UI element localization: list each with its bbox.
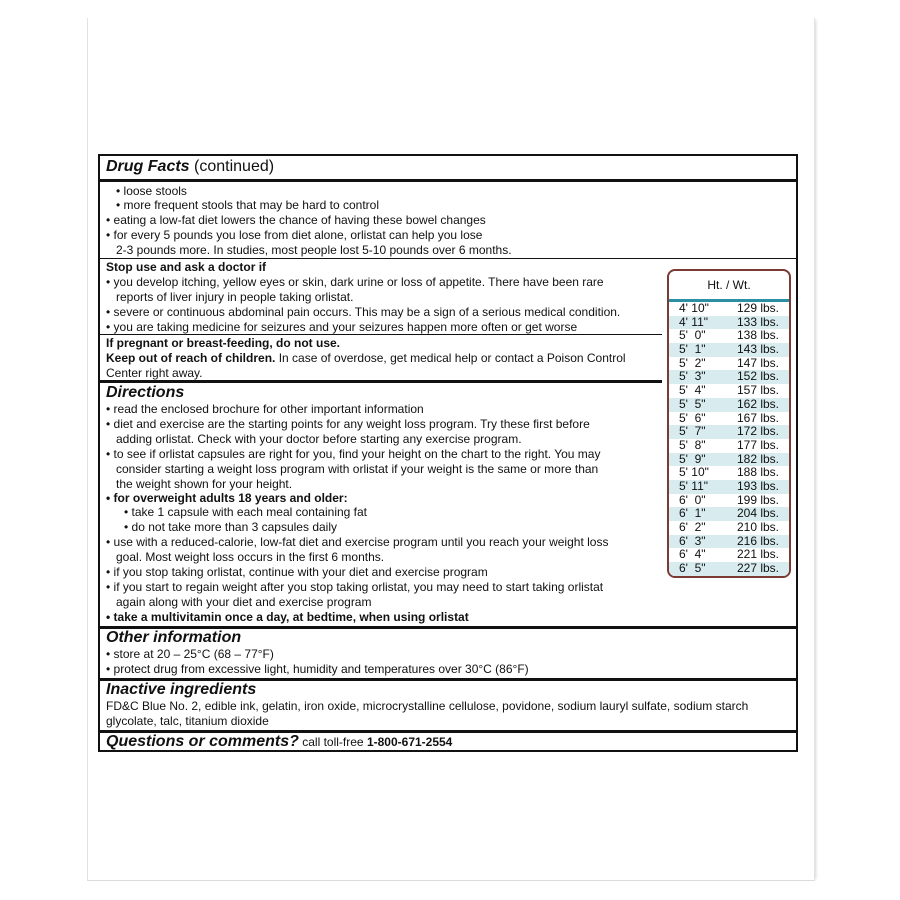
- chart-weight: 133 lbs.: [736, 314, 779, 329]
- inactive-line: glycolate, talc, titanium dioxide: [106, 714, 269, 728]
- chart-weight: 210 lbs.: [736, 520, 779, 534]
- chart-height: 5' 0": [679, 328, 706, 343]
- keep-out-bold: Keep out of reach of children.: [106, 351, 276, 365]
- stop-use-line: • you are taking medicine for seizures and your seizures happen more often or get worse: [106, 320, 578, 334]
- pregnant-warning: If pregnant or breast-feeding, do not use.: [106, 336, 341, 350]
- chart-height: 5' 5": [679, 396, 706, 411]
- chart-weight: 177 lbs.: [736, 437, 779, 452]
- chart-row: [669, 548, 789, 562]
- questions-line: [106, 733, 452, 751]
- chart-weight: 188 lbs.: [736, 465, 779, 480]
- directions-line: adding orlistat. Check with your doctor before starting any exercise program.: [116, 432, 522, 446]
- chart-height: 6' 3": [679, 533, 706, 548]
- chart-height: 5' 7": [679, 424, 706, 439]
- keep-out-warning: [106, 351, 626, 365]
- chart-weight: 157 lbs.: [736, 383, 779, 398]
- chart-row: [669, 521, 789, 535]
- directions-line: • to see if orlistat capsules are right for you, find your height on the chart to the right. You may: [106, 447, 601, 461]
- chart-weight: 138 lbs.: [736, 328, 779, 343]
- chart-weight: 147 lbs.: [736, 355, 779, 370]
- chart-weight: 172 lbs.: [736, 424, 779, 439]
- intro-line: • for every 5 pounds you lose from diet alone, orlistat can help you lose: [106, 228, 483, 242]
- directions-line: • take a multivitamin once a day, at bedtime, when using orlistat: [106, 610, 469, 624]
- directions-line: • if you stop taking orlistat, continue with your diet and exercise program: [106, 565, 488, 579]
- chart-row: [669, 562, 789, 576]
- chart-row: [669, 302, 789, 316]
- intro-line: • eating a low-fat diet lowers the chance of having these bowel changes: [106, 213, 486, 227]
- directions-line: • read the enclosed brochure for other important information: [106, 402, 424, 416]
- chart-height: 6' 5": [679, 561, 706, 576]
- directions-line: goal. Most weight loss occurs in the first 6 months.: [116, 550, 385, 564]
- keep-out-rest: In case of overdose, get medical help or contact a Poison Control: [275, 351, 626, 365]
- chart-height: 6' 4": [679, 547, 706, 562]
- inactive-heading: Inactive ingredients: [106, 681, 257, 698]
- chart-rows: [669, 302, 789, 576]
- other-info-line: • store at 20 – 25°C (68 – 77°F): [106, 647, 274, 661]
- chart-weight: 152 lbs.: [736, 369, 779, 384]
- directions-line: consider starting a weight loss program with orlistat if your weight is the same or more than: [116, 462, 599, 476]
- chart-weight: 199 lbs.: [736, 492, 779, 507]
- chart-height: 5' 1": [679, 342, 706, 357]
- chart-height: 5' 10": [679, 465, 709, 480]
- chart-row: [669, 398, 789, 412]
- drug-facts-heading: Drug Facts: [106, 158, 190, 175]
- chart-height: 6' 2": [679, 520, 706, 534]
- call-toll-free: call toll-free: [298, 735, 367, 749]
- directions-line: the weight shown for your height.: [116, 477, 293, 491]
- stop-use-line: • you develop itching, yellow eyes or skin, dark urine or loss of appetite. There have been rare: [106, 275, 604, 289]
- inactive-line: FD&C Blue No. 2, edible ink, gelatin, iron oxide, microcrystalline cellulose, povidone, sodium lauryl sulfate, sodium starch: [106, 699, 749, 713]
- chart-height: 5' 4": [679, 383, 706, 398]
- chart-height: 5' 11": [679, 478, 709, 493]
- other-info-heading: Other information: [106, 629, 242, 646]
- continued-label: (continued): [194, 158, 275, 175]
- chart-row: [669, 507, 789, 521]
- chart-weight: 204 lbs.: [736, 506, 779, 521]
- chart-row: [669, 316, 789, 330]
- chart-row: [669, 494, 789, 508]
- chart-weight: 193 lbs.: [736, 478, 779, 493]
- stop-use-line: reports of liver injury in people taking orlistat.: [116, 290, 354, 304]
- directions-line: • if you start to regain weight after you stop taking orlistat, you may need to start taking orlistat: [106, 580, 604, 594]
- chart-height: 4' 11": [679, 314, 709, 329]
- keep-out-line2: Center right away.: [106, 366, 203, 380]
- chart-row: [669, 412, 789, 426]
- phone-number: 1-800-671-2554: [366, 735, 453, 749]
- chart-height: 5' 8": [679, 437, 706, 452]
- chart-weight: 129 lbs.: [736, 301, 779, 315]
- chart-row: [669, 329, 789, 343]
- chart-row: [669, 466, 789, 480]
- section-rule: [100, 258, 796, 259]
- chart-header: Ht. / Wt.: [669, 271, 789, 302]
- chart-weight: 162 lbs.: [736, 396, 779, 411]
- questions-heading: Questions or comments?: [106, 733, 299, 750]
- stop-use-heading: Stop use and ask a doctor if: [106, 260, 267, 274]
- directions-line: again along with your diet and exercise program: [116, 595, 372, 609]
- chart-height: 5' 2": [679, 355, 706, 370]
- directions-line: • use with a reduced-calorie, low-fat diet and exercise program until you reach your weight loss: [106, 535, 609, 549]
- title-rule: [100, 179, 796, 182]
- chart-row: [669, 357, 789, 371]
- chart-height: 5' 6": [679, 410, 706, 425]
- chart-row: [669, 425, 789, 439]
- height-weight-chart: [667, 269, 791, 578]
- section-rule: [100, 334, 662, 335]
- chart-height: 5' 9": [679, 451, 706, 466]
- chart-weight: 216 lbs.: [736, 533, 779, 548]
- intro-line: • more frequent stools that may be hard to control: [116, 198, 380, 212]
- other-info-line: • protect drug from excessive light, humidity and temperatures over 30°C (86°F): [106, 662, 529, 676]
- chart-row: [669, 370, 789, 384]
- chart-height: 5' 3": [679, 369, 706, 384]
- chart-weight: 182 lbs.: [736, 451, 779, 466]
- directions-line: • take 1 capsule with each meal containing fat: [124, 505, 368, 519]
- chart-weight: 227 lbs.: [736, 561, 779, 576]
- directions-heading: Directions: [106, 384, 185, 401]
- chart-weight: 167 lbs.: [736, 410, 779, 425]
- directions-line: • do not take more than 3 capsules daily: [124, 520, 337, 534]
- intro-line: 2-3 pounds more. In studies, most people lost 5-10 pounds over 6 months.: [116, 243, 512, 257]
- chart-row: [669, 343, 789, 357]
- chart-row: [669, 480, 789, 494]
- directions-line: • diet and exercise are the starting points for any weight loss program. Try these first before: [106, 417, 590, 431]
- chart-row: [669, 439, 789, 453]
- chart-weight: 221 lbs.: [736, 547, 779, 562]
- chart-row: [669, 384, 789, 398]
- chart-height: 6' 0": [679, 492, 706, 507]
- chart-height: 6' 1": [679, 506, 706, 521]
- section-rule: [100, 380, 662, 383]
- stop-use-line: • severe or continuous abdominal pain occurs. This may be a sign of a serious medical condition.: [106, 305, 621, 319]
- drug-facts-title: [106, 158, 274, 176]
- chart-weight: 143 lbs.: [736, 342, 779, 357]
- chart-row: [669, 453, 789, 467]
- intro-line: • loose stools: [116, 184, 187, 198]
- chart-row: [669, 535, 789, 549]
- chart-height: 4' 10": [679, 301, 709, 315]
- directions-line: • for overweight adults 18 years and older:: [106, 491, 348, 505]
